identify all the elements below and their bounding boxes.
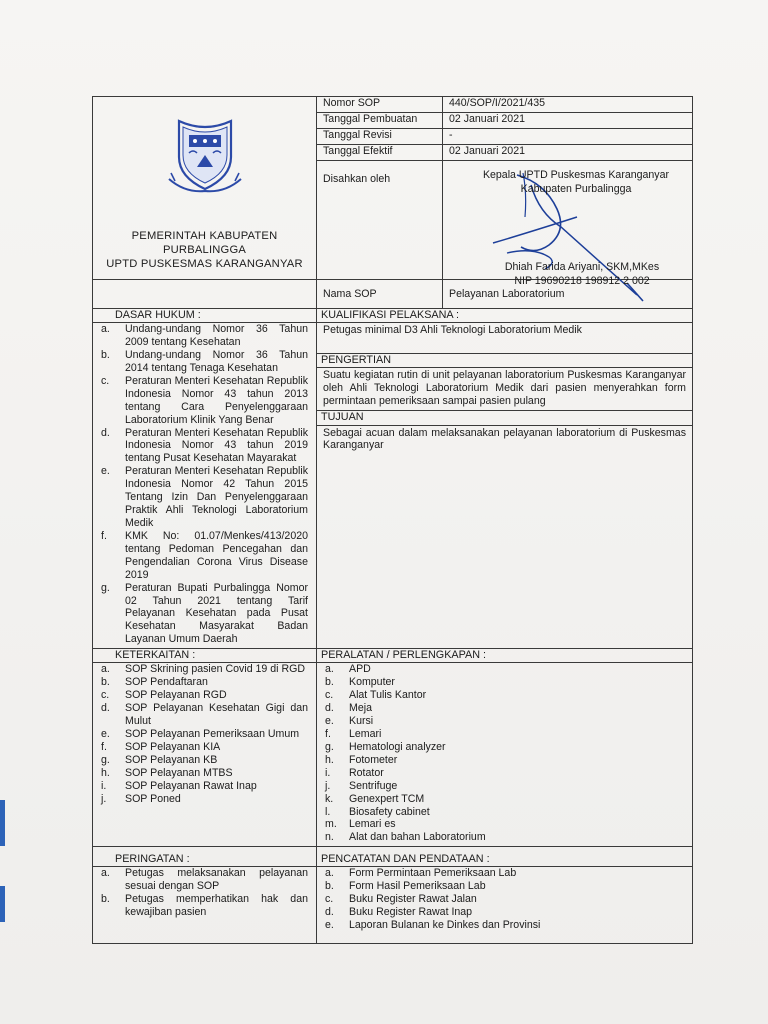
list-item: d. Meja [325,702,372,715]
tujuan-text [317,425,693,649]
list-item: a. APD [325,663,371,676]
list-item: b. Undang-undang Nomor 36 Tahun 2014 tentang Tenaga Kesehatan [101,349,308,374]
list-item: c. Buku Register Rawat Jalan [325,893,477,906]
list-item: d. Peraturan Menteri Kesehatan Republik Indonesia Nomor 43 tahun 2019 tentang Pusat Kesehatan Mayarakat [101,426,308,465]
regency-emblem-icon [165,115,245,195]
list-item: e. Kursi [325,715,374,728]
list-item: i. Rotator [325,766,384,779]
dasar-hukum-title: DASAR HUKUM : [93,309,317,323]
pencatatan-list-cell [317,867,693,944]
list-item: h. SOP Pelayanan MTBS [101,766,233,779]
list-item: b. Petugas memperhatikan hak dan kewajiban pasien [101,893,308,919]
list-item: a. SOP Skrining pasien Covid 19 di RGD [101,663,305,676]
peringatan-list [97,867,312,921]
signer-name: Dhiah Farida Ariyani, SKM,MKes [504,261,660,273]
kualifikasi-title: KUALIFIKASI PELAKSANA : [317,309,693,323]
list-item: f. SOP Pelayanan KIA [101,740,221,753]
list-item: e. Peraturan Menteri Kesehatan Republik Indonesia Nomor 42 Tahun 2015 Tentang Izin Dan Penyelenggaraan Praktik Ahli Teknologi Laboratorium Medik [101,465,308,529]
pengertian-paragraph: Suatu kegiatan rutin di unit pelayanan laboratorium Puskesmas Karanganyar oleh Ahli Teknologi Laboratorium Medik dari pasien menyerahkan form permintaan pemeriksaan sampai pasien pulang [323,369,686,408]
tanggal-revisi-label: Tanggal Revisi [317,129,443,145]
list-item: n. Alat dan bahan Laboratorium [325,831,486,844]
kualifikasi-paragraph: Petugas minimal D3 Ahli Teknologi Laboratorium Medik [323,324,582,337]
keterkaitan-list [97,663,312,807]
signer-title-line: Kepala UPTD Puskesmas Karanganyar [482,169,670,181]
list-item: k. Genexpert TCM [325,792,425,805]
list-item: b. SOP Pendaftaran [101,676,208,689]
peringatan-title: PERINGATAN : [93,847,317,867]
organization-name [97,229,312,271]
pencatatan-title: PENCATATAN DAN PENDATAAN : [317,847,693,867]
tanggal-pembuatan-value: 02 Januari 2021 [443,113,693,129]
nama-sop-label: Nama SOP [317,280,443,309]
list-item: c. SOP Pelayanan RGD [101,689,227,702]
list-item: f. Lemari [325,728,382,740]
signer-nip: NIP 19690218 198912 2 002 [514,274,650,287]
peringatan-list-cell [93,867,317,944]
keterkaitan-list-cell [93,663,317,847]
tujuan-paragraph: Sebagai acuan dalam melaksanakan pelayanan laboratorium di Puskesmas Karanganyar [323,426,686,452]
peralatan-title: PERALATAN / PERLENGKAPAN : [317,649,693,663]
org-line: PURBALINGGA [162,244,247,256]
list-item: e. Laporan Bulanan ke Dinkes dan Provinsi [325,919,541,932]
list-item: i. SOP Pelayanan Rawat Inap [101,779,257,792]
list-item: a. Form Permintaan Pemeriksaan Lab [325,867,517,880]
scan-edge-mark [0,886,5,922]
tanggal-revisi-value: - [443,129,693,145]
signature-block [443,161,693,287]
kualifikasi-text [317,323,693,354]
tanggal-efektif-label: Tanggal Efektif [317,145,443,161]
list-item: b. Form Hasil Pemeriksaan Lab [325,880,486,893]
list-item: c. Peraturan Menteri Kesehatan Republik Indonesia Nomor 43 tahun 2013 tentang Cara Penyelenggaraan Laboratorium Klinik Yang Benar [101,374,308,426]
list-item: j. SOP Poned [101,792,181,805]
list-item: d. Buku Register Rawat Inap [325,906,473,919]
disahkan-label: Disahkan oleh [317,161,443,280]
org-line: PEMERINTAH KABUPATEN [131,230,278,242]
list-item: a. Undang-undang Nomor 36 Tahun 2009 tentang Kesehatan [101,323,308,349]
tanggal-efektif-value: 02 Januari 2021 [443,145,693,161]
tanggal-pembuatan-label: Tanggal Pembuatan [317,113,443,129]
signer-title-line: Kabupaten Purbalingga [520,182,632,195]
list-item: e. SOP Pelayanan Pemeriksaan Umum [101,728,300,740]
list-item: g. SOP Pelayanan KB [101,753,218,766]
org-line: UPTD PUSKESMAS KARANGANYAR [106,258,303,270]
nomor-sop-value: 440/SOP/I/2021/435 [443,97,693,113]
signer-title [471,169,681,197]
list-item: b. Komputer [325,676,395,689]
peralatan-list [321,663,688,846]
keterkaitan-title: KETERKAITAN : [93,649,317,663]
nama-sop-value: Pelayanan Laboratorium [443,280,693,309]
list-item: f. KMK No: 01.07/Menkes/413/2020 tentang Pedoman Pencegahan dan Pengendalian Corona Virus Disease 2019 [101,529,308,581]
signer-identity [477,261,687,289]
sop-table [92,96,693,944]
peralatan-list-cell [317,663,693,847]
list-item: c. Alat Tulis Kantor [325,689,427,702]
pengertian-title: PENGERTIAN [317,354,693,368]
dasar-hukum-list-cell [93,323,317,649]
list-item: d. SOP Pelayanan Kesehatan Gigi dan Mulut [101,702,308,728]
nomor-sop-label: Nomor SOP [317,97,443,113]
list-item: j. Sentrifuge [325,779,398,792]
list-item: m. Lemari es [325,818,396,831]
tujuan-title: TUJUAN [317,411,693,425]
list-item: g. Hematologi analyzer [325,740,446,753]
dasar-hukum-list [97,323,312,648]
list-item: l. Biosafety cabinet [325,805,430,818]
header-logo-cell [93,97,317,280]
list-item: g. Peraturan Bupati Purbalingga Nomor 02 Tahun 2021 tentang Tarif Pelayanan Kesehatan pada Pusat Kesehatan Masyarakat Badan Layanan Umum Daerah [101,581,308,646]
blank-cell [93,280,317,309]
scan-edge-mark [0,800,5,846]
list-item: h. Fotometer [325,753,398,766]
list-item: a. Petugas melaksanakan pelayanan sesuai dengan SOP [101,867,308,893]
pengertian-text [317,368,693,411]
pencatatan-list [321,867,688,934]
